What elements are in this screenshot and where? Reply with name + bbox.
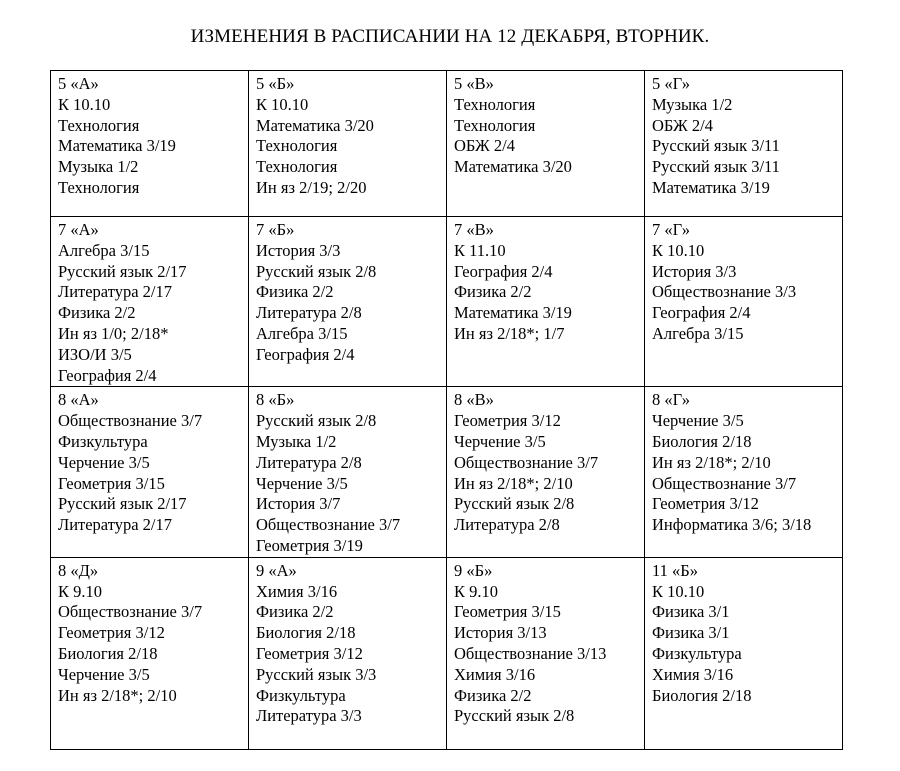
lesson-entry: Русский язык 2/17 xyxy=(58,261,187,281)
schedule-body xyxy=(51,71,843,750)
lesson-entry: Ин яз 2/18*; 2/10 xyxy=(652,452,771,472)
class-cell xyxy=(447,217,645,387)
lesson-entry: Информатика 3/6; 3/18 xyxy=(652,515,812,535)
class-cell xyxy=(645,387,843,557)
lesson-entry: Геометрия 3/12 xyxy=(652,494,759,514)
class-cell xyxy=(249,557,447,749)
lesson-entry: Алгебра 3/15 xyxy=(256,323,348,343)
lesson-entry: Обществознание 3/13 xyxy=(454,643,607,663)
class-name: 11 «Б» xyxy=(652,560,698,580)
lesson-entry: Биология 2/18 xyxy=(652,431,752,451)
lesson-entry: Математика 3/19 xyxy=(454,303,572,323)
lesson-entry: К 10.10 xyxy=(256,94,309,114)
lesson-entry: Ин яз 2/18*; 1/7 xyxy=(454,323,565,343)
class-cell xyxy=(51,217,249,387)
lesson-entry: Физика 2/2 xyxy=(256,602,334,622)
lesson-entry: Русский язык 2/8 xyxy=(454,706,575,726)
lesson-entry: Литература 2/17 xyxy=(58,282,172,302)
lesson-entry: Черчение 3/5 xyxy=(652,411,744,431)
lesson-entry: Ин яз 2/19; 2/20 xyxy=(256,177,367,197)
class-name: 8 «А» xyxy=(58,390,99,410)
lesson-entry: Технология xyxy=(256,136,338,156)
table-row xyxy=(51,217,843,387)
class-cell xyxy=(645,217,843,387)
lesson-entry: Физика 2/2 xyxy=(58,303,136,323)
class-cell xyxy=(447,387,645,557)
lesson-entry: Технология xyxy=(454,94,536,114)
lesson-entry: Технология xyxy=(58,115,140,135)
lesson-entry: Биология 2/18 xyxy=(58,643,158,663)
lesson-entry: Геометрия 3/12 xyxy=(454,411,561,431)
lesson-entry: Обществознание 3/7 xyxy=(454,452,599,472)
lesson-entry: Алгебра 3/15 xyxy=(652,323,744,343)
lesson-entry: К 9.10 xyxy=(454,581,499,601)
lesson-entry: Русский язык 2/8 xyxy=(256,411,377,431)
lesson-entry: Геометрия 3/15 xyxy=(454,602,561,622)
lesson-entry: Музыка 1/2 xyxy=(256,431,337,451)
lesson-entry: История 3/3 xyxy=(256,240,341,260)
class-name: 7 «А» xyxy=(58,220,99,239)
lesson-entry: География 2/4 xyxy=(652,303,751,323)
lesson-entry: Черчение 3/5 xyxy=(58,452,150,472)
lesson-entry: Литература 2/8 xyxy=(256,452,362,472)
lesson-entry: Математика 3/19 xyxy=(58,136,176,156)
lesson-entry: К 10.10 xyxy=(58,94,111,114)
lesson-entry: Русский язык 2/8 xyxy=(454,494,575,514)
class-cell xyxy=(249,71,447,217)
lesson-entry: Музыка 1/2 xyxy=(58,157,139,177)
lesson-entry: Физика 3/1 xyxy=(652,602,730,622)
lesson-entry: Химия 3/16 xyxy=(454,664,536,684)
class-name: 8 «Г» xyxy=(652,390,691,410)
lesson-entry: Технология xyxy=(256,157,338,177)
lesson-entry: Обществознание 3/3 xyxy=(652,282,797,302)
class-cell xyxy=(51,557,249,749)
lesson-entry: Биология 2/18 xyxy=(652,685,752,705)
page-title: ИЗМЕНЕНИЯ В РАСПИСАНИИ НА 12 ДЕКАБРЯ, ВТОРНИК. xyxy=(190,26,710,47)
class-cell xyxy=(645,71,843,217)
table-row xyxy=(51,387,843,557)
lesson-entry: Геометрия 3/12 xyxy=(58,623,165,643)
lesson-entry: ОБЖ 2/4 xyxy=(652,115,713,135)
lesson-entry: Литература 2/8 xyxy=(256,303,362,323)
lesson-entry: Литература 2/8 xyxy=(454,515,560,535)
lesson-entry: Физика 2/2 xyxy=(454,685,532,705)
lesson-entry: Музыка 1/2 xyxy=(652,94,733,114)
lesson-entry: Обществознание 3/7 xyxy=(256,515,401,535)
lesson-entry: География 2/4 xyxy=(454,261,553,281)
lesson-entry: К 11.10 xyxy=(454,240,506,260)
lesson-entry: Алгебра 3/15 xyxy=(58,240,150,260)
class-name: 7 «Б» xyxy=(256,220,295,239)
class-name: 7 «В» xyxy=(454,220,494,239)
class-name: 8 «Д» xyxy=(58,560,99,580)
class-cell xyxy=(447,557,645,749)
lesson-entry: Физкультура xyxy=(256,685,346,705)
lesson-entry: Русский язык 3/3 xyxy=(256,664,377,684)
lesson-entry: К 10.10 xyxy=(652,240,705,260)
lesson-entry: Физика 2/2 xyxy=(256,282,334,302)
lesson-entry: К 9.10 xyxy=(58,581,103,601)
class-name: 5 «Б» xyxy=(256,74,295,93)
lesson-entry: Биология 2/18 xyxy=(256,623,356,643)
class-name: 9 «Б» xyxy=(454,560,493,580)
class-name: 7 «Г» xyxy=(652,220,691,239)
lesson-entry: Черчение 3/5 xyxy=(256,473,348,493)
lesson-entry: Химия 3/16 xyxy=(652,664,734,684)
class-name: 9 «А» xyxy=(256,560,297,580)
lesson-entry: К 10.10 xyxy=(652,581,705,601)
lesson-entry: Математика 3/19 xyxy=(652,177,770,197)
lesson-entry: Математика 3/20 xyxy=(256,115,374,135)
lesson-entry: География 2/4 xyxy=(58,365,157,385)
table-row xyxy=(51,557,843,749)
lesson-entry: Геометрия 3/15 xyxy=(58,473,165,493)
lesson-entry: География 2/4 xyxy=(256,344,355,364)
lesson-entry: Русский язык 2/17 xyxy=(58,494,187,514)
lesson-entry: История 3/7 xyxy=(256,494,341,514)
class-cell xyxy=(645,557,843,749)
lesson-entry: ИЗО/И 3/5 xyxy=(58,344,132,364)
class-cell xyxy=(51,387,249,557)
lesson-entry: Физика 3/1 xyxy=(652,623,730,643)
lesson-entry: Физика 2/2 xyxy=(454,282,532,302)
class-name: 5 «А» xyxy=(58,74,99,93)
lesson-entry: Обществознание 3/7 xyxy=(652,473,797,493)
lesson-entry: Технология xyxy=(58,177,140,197)
lesson-entry: Обществознание 3/7 xyxy=(58,602,203,622)
class-cell xyxy=(51,71,249,217)
lesson-entry: Ин яз 1/0; 2/18* xyxy=(58,323,169,343)
class-name: 8 «В» xyxy=(454,390,494,410)
lesson-entry: Математика 3/20 xyxy=(454,157,572,177)
lesson-entry: Русский язык 2/8 xyxy=(256,261,377,281)
table-row xyxy=(51,71,843,217)
lesson-entry: Физкультура xyxy=(652,643,742,663)
lesson-entry: Химия 3/16 xyxy=(256,581,338,601)
lesson-entry: Литература 2/17 xyxy=(58,515,172,535)
lesson-entry: Литература 3/3 xyxy=(256,706,362,726)
lesson-entry: Черчение 3/5 xyxy=(58,664,150,684)
lesson-entry: Геометрия 3/12 xyxy=(256,643,363,663)
class-cell xyxy=(249,217,447,387)
lesson-entry: Ин яз 2/18*; 2/10 xyxy=(58,685,177,705)
lesson-entry: ОБЖ 2/4 xyxy=(454,136,515,156)
lesson-entry: Обществознание 3/7 xyxy=(58,411,203,431)
class-name: 8 «Б» xyxy=(256,390,295,410)
lesson-entry: История 3/3 xyxy=(652,261,737,281)
lesson-entry: История 3/13 xyxy=(454,623,547,643)
schedule-table xyxy=(50,70,843,750)
lesson-entry: Ин яз 2/18*; 2/10 xyxy=(454,473,573,493)
class-name: 5 «В» xyxy=(454,74,494,93)
class-cell xyxy=(249,387,447,557)
lesson-entry: Физкультура xyxy=(58,431,148,451)
class-name: 5 «Г» xyxy=(652,74,691,93)
lesson-entry: Технология xyxy=(454,115,536,135)
lesson-entry: Русский язык 3/11 xyxy=(652,136,780,156)
lesson-entry: Русский язык 3/11 xyxy=(652,157,780,177)
class-cell xyxy=(447,71,645,217)
lesson-entry: Черчение 3/5 xyxy=(454,431,546,451)
lesson-entry: Геометрия 3/19 xyxy=(256,535,363,555)
